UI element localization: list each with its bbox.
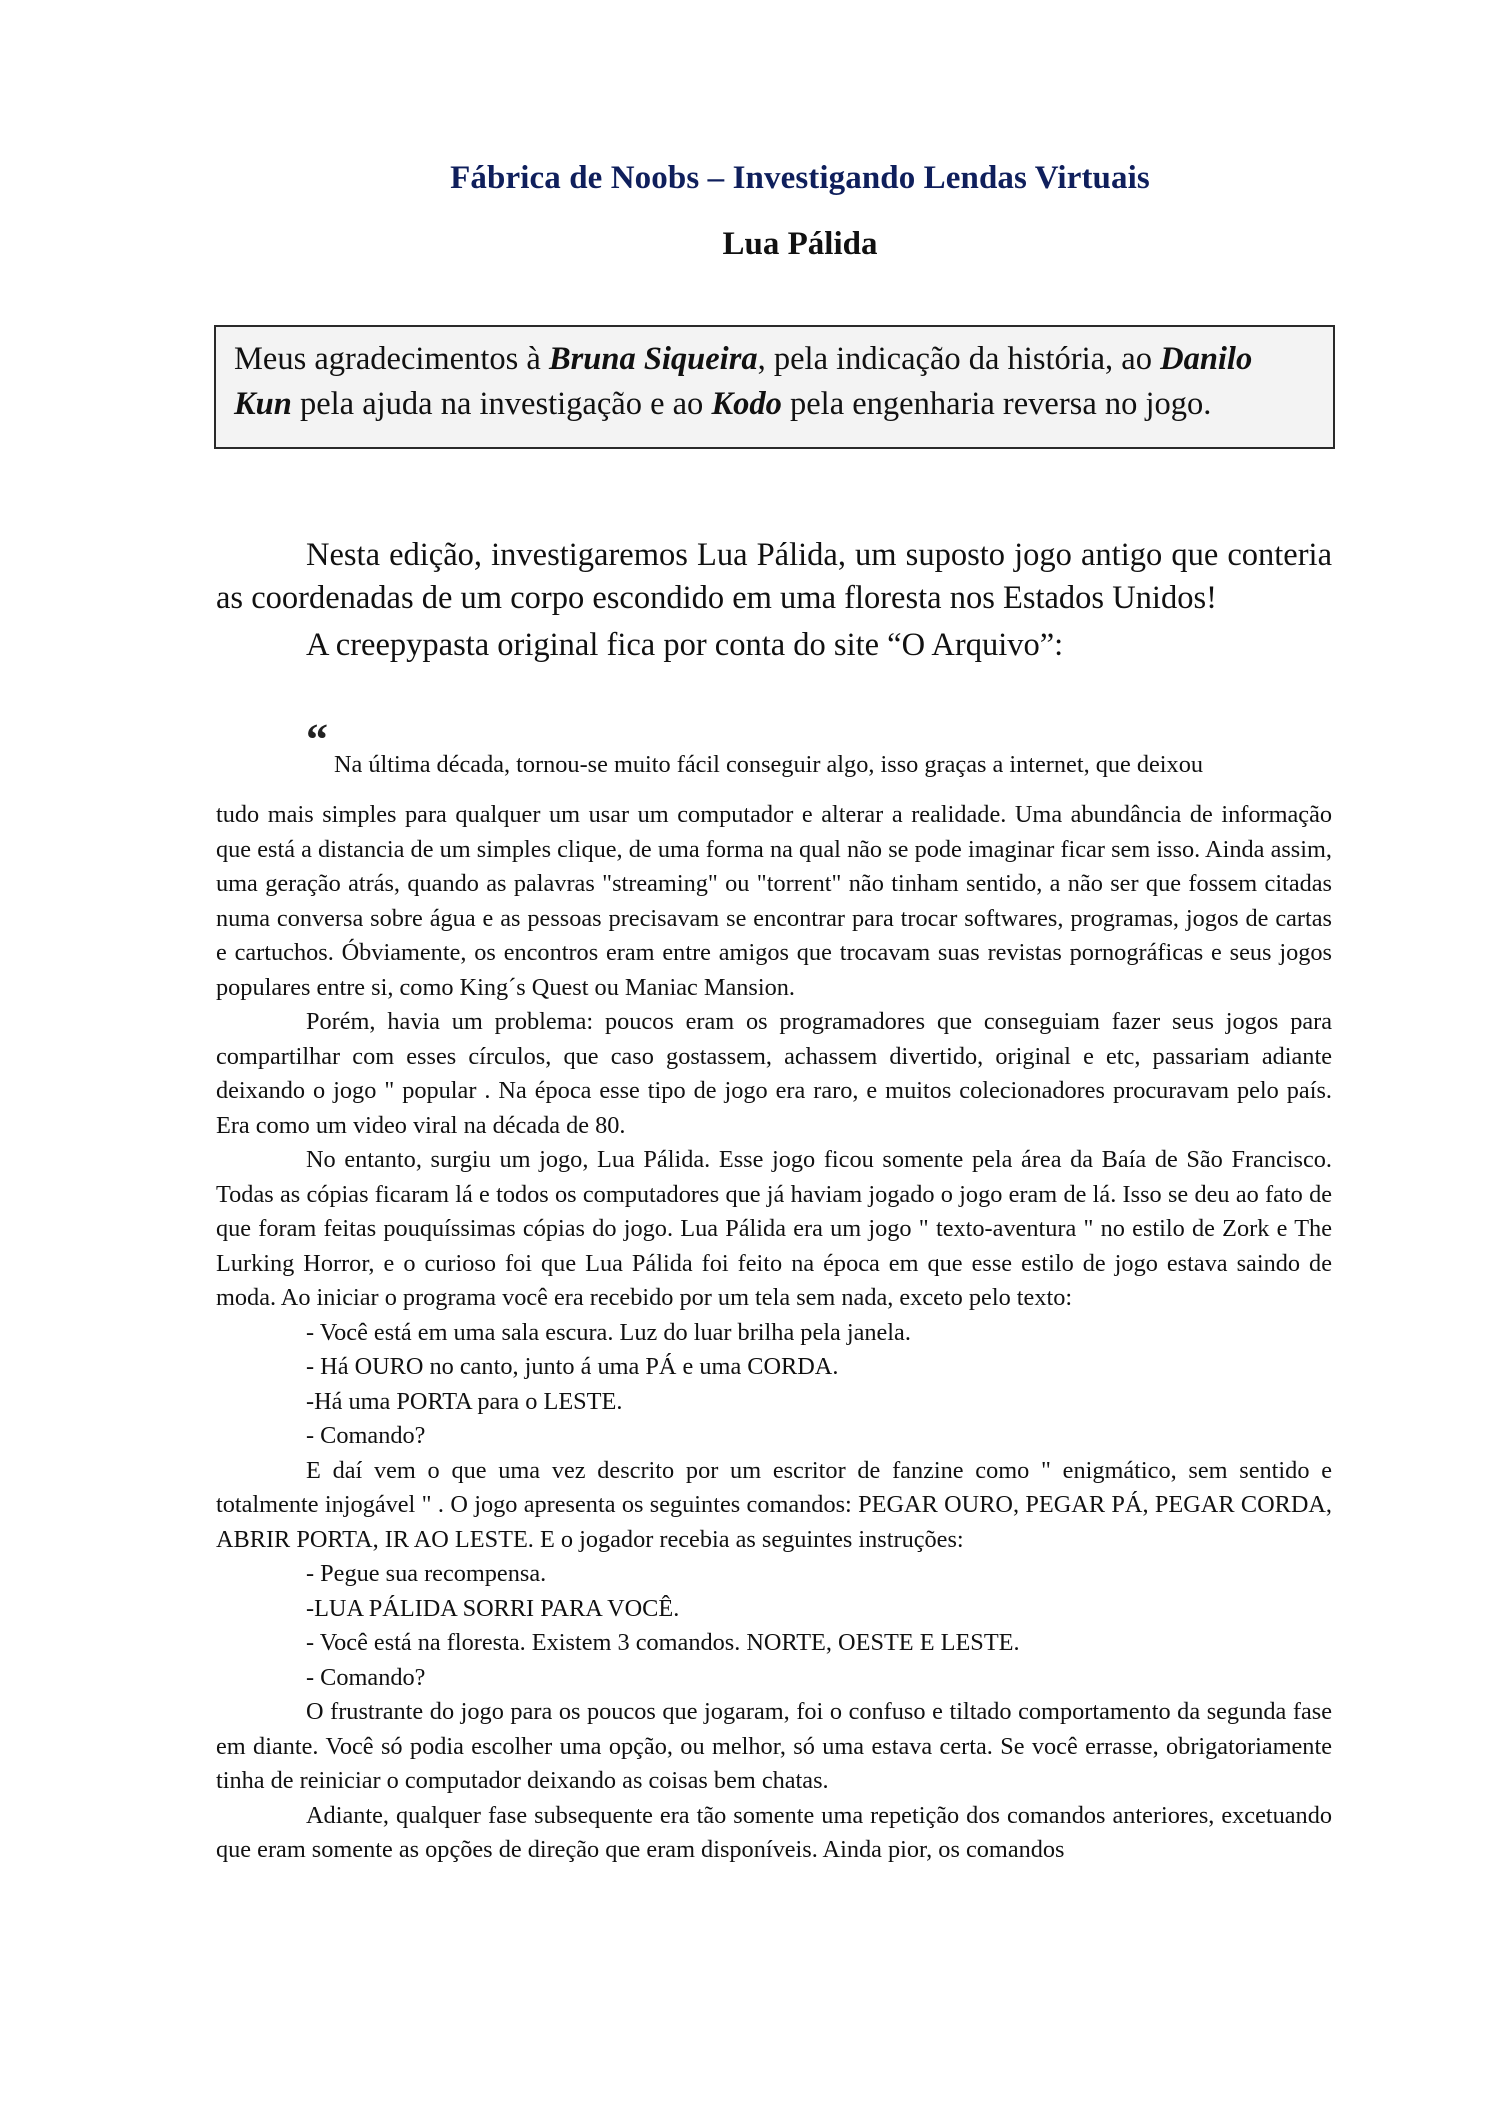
ack-text: pela ajuda na investigação e ao [291,386,712,422]
story-paragraph-1: tudo mais simples para qualquer um usar um computador e alterar a realidade. Uma abundância de informação que está a distancia de um simples clique, de uma forma na qual não se pode imaginar ficar sem isso. Ainda assim, uma geração atrás, quando as palavras "streaming" ou "torrent" não tinham sentido, a não ser que fossem citadas numa conversa sobre água e as pessoas precisavam se encontrar para trocar softwares, programas, jogos de cartas e cartuchos. Óbviamente, os encontros eram entre amigos que trocavam suas revistas pornográficas e seus jogos populares entre si, como King´s Quest ou Maniac Mansion. [216,801,1332,1001]
game-text-line: - Comando? [306,1422,426,1449]
ack-name-kun: Kun [234,386,292,422]
source-line: A creepypasta original fica por conta do site “O Arquivo”: [306,627,1064,663]
ack-name-bruna: Bruna Siqueira [548,341,758,377]
game-text-line: - Há OURO no canto, junto á uma PÁ e uma CORDA. [306,1353,839,1380]
document-subtitle: Lua Pálida [722,226,878,262]
game-text-line: - Você está em uma sala escura. Luz do luar brilha pela janela. [306,1318,911,1346]
open-quote-mark: “ [306,715,328,764]
game-text-line: -LUA PÁLIDA SORRI PARA VOCÊ. [306,1594,680,1622]
story-paragraph-5: O frustrante do jogo para os poucos que jogaram, foi o confuso e tiltado comportamento da segunda fase em diante. Você só podia escolher uma opção, ou melhor, só uma estava certa. Se você errasse, obrigatoriamente tinha de reiniciar o computador deixando as coisas bem chatas. [216,1698,1332,1794]
story-paragraph-3: No entanto, surgiu um jogo, Lua Pálida. Esse jogo ficou somente pela área da Baía de São Francisco. Todas as cópias ficaram lá e todos os computadores que já haviam jogado o jogo eram de lá. Isso se deu ao fato de que foram feitas pouquíssimas cópias do jogo. Lua Pálida era um jogo " texto-aventura " no estilo de Zork e The Lurking Horror, e o curioso foi que Lua Pálida foi feito na época em que esse estilo de jogo estava saindo de moda. Ao iniciar o programa você era recebido por um tela sem nada, exceto pelo texto: [216,1146,1332,1311]
story-paragraph-6: Adiante, qualquer fase subsequente era tão somente uma repetição dos comandos anteriores, excetuando que eram somente as opções de direção que eram disponíveis. Ainda pior, os comandos [216,1801,1332,1863]
game-text-line: - Comando? [306,1663,426,1691]
intro-section [216,534,1332,667]
ack-text: Meus agradecimentos à [234,341,549,377]
ack-name-kodo: Kodo [711,386,782,422]
ack-text: pela engenharia reversa no jogo. [781,386,1212,422]
story-paragraph-4: E daí vem o que uma vez descrito por um escritor de fanzine como " enigmático, sem sentido e totalmente injogável " . O jogo apresenta os seguintes comandos: PEGAR OURO, PEGAR PÁ, PEGAR CORDA, ABRIR PORTA, IR AO LESTE. E o jogador recebia as seguintes instruções: [216,1456,1332,1553]
acknowledgement-box [214,325,1335,449]
document-title: Fábrica de Noobs – Investigando Lendas Virtuais [450,160,1150,196]
quote-first-line: Na última década, tornou-se muito fácil conseguir algo, isso graças a internet, que deixou [334,751,1204,778]
intro-paragraph: Nesta edição, investigaremos Lua Pálida, um suposto jogo antigo que conteria as coordenadas de um corpo escondido em uma floresta nos Estados Unidos! [216,537,1332,616]
game-text-line: - Você está na floresta. Existem 3 comandos. NORTE, OESTE E LESTE. [306,1629,1020,1656]
ack-text: , pela indicação da história, ao [757,341,1161,377]
quoted-story [216,798,1332,1868]
game-text-line: - Pegue sua recompensa. [306,1560,547,1587]
story-paragraph-2: Porém, havia um problema: poucos eram os programadores que conseguiam fazer seus jogos para compartilhar com esses círculos, que caso gostassem, achassem divertido, original e etc, passariam adiante deixando o jogo " popular . Na época esse tipo de jogo era raro, e muitos colecionadores procuravam pelo país. Era como um video viral na década de 80. [216,1008,1332,1139]
game-text-line: -Há uma PORTA para o LESTE. [306,1387,623,1415]
ack-name-danilo: Danilo [1160,341,1253,377]
